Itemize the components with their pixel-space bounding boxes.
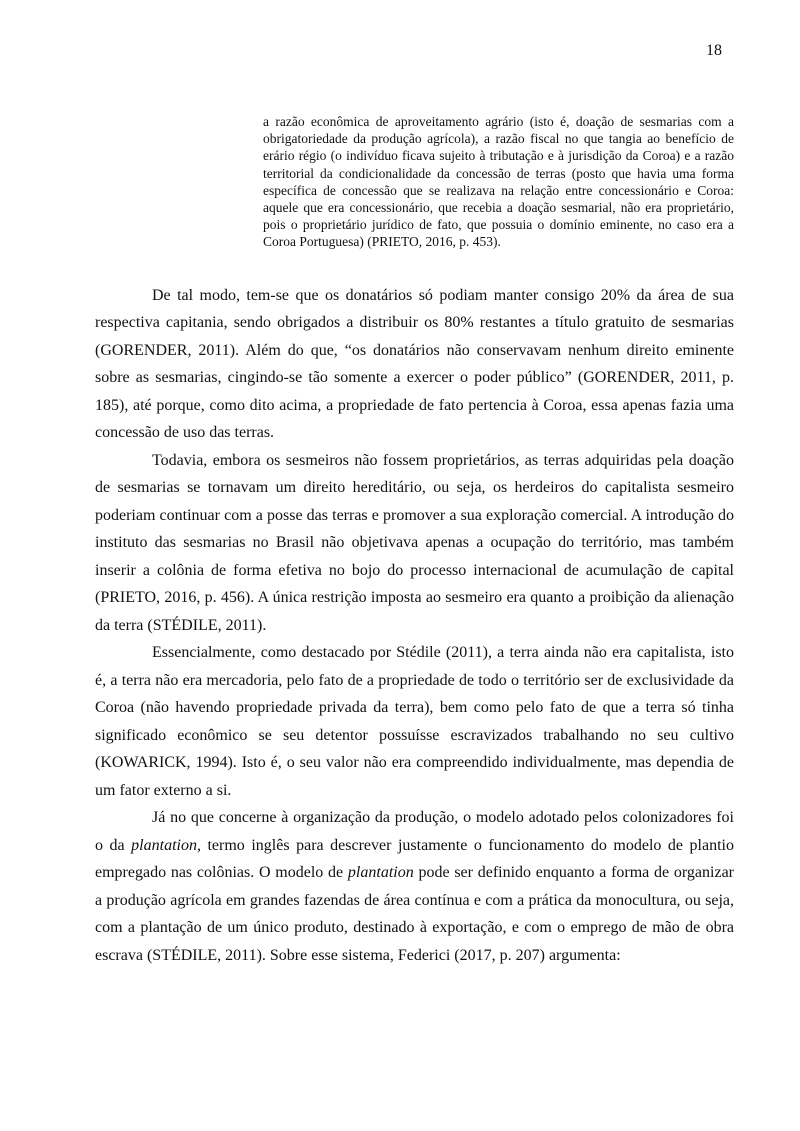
paragraph-2: Todavia, embora os sesmeiros não fossem proprietários, as terras adquiridas pela doação de sesmarias se tornavam um direito hereditário, ou seja, os herdeiros do capitalista sesmeiro poderiam continuar com a posse das terras e promover a sua exploração comercial. A introdução do instituto das sesmarias no Brasil não objetivava apenas a ocupação do território, mas também inserir a colônia de forma efetiva no bojo do processo internacional de acumulação de capital (PRIETO, 2016, p. 456). A única restrição imposta ao sesmeiro era quanto a proibição da alienação da terra (STÉDILE, 2011).	[95, 451, 734, 634]
paragraph-4-text: Já no que concerne à organização da produção, o modelo adotado pelos colonizadores foi o da	[95, 809, 734, 854]
paragraph-3: Essencialmente, como destacado por Stédile (2011), a terra ainda não era capitalista, isto é, a terra não era mercadoria, pelo fato de a propriedade de todo o território ser de exclusividade da Coroa (não havendo propriedade privada da terra), bem como pelo fato de que a terra só tinha significado econômico se seu detentor possuísse escravizados trabalhando no seu cultivo (KOWARICK, 1994). Isto é, o seu valor não era compreendido individualmente, mas dependia de um fator externo a si.	[95, 644, 734, 799]
paragraph-4	[95, 804, 734, 969]
paragraph-4-text: pode ser definido enquanto a forma de organizar a produção agrícola em grandes fazendas de área contínua e com a prática da monocultura, ou seja, com a plantação de um único produto, destinado à exportação, e com o emprego de mão de obra escrava (STÉDILE, 2011). Sobre esse sistema, Federici (2017, p. 207) argumenta:	[95, 864, 735, 964]
italic-term-plantation: plantation,	[131, 836, 201, 854]
paragraph-4-text: termo inglês para descrever justamente o funcionamento do modelo de plantio empregado nas colônias. O modelo de	[95, 836, 734, 882]
block-quote: a razão econômica de aproveitamento agrário (isto é, doação de sesmarias com a obrigatoriedade da produção agrícola), a razão fiscal no que tangia ao benefício de erário régio (o indivíduo ficava sujeito à tributação e à jurisdição da Coroa) e a razão territorial da condicionalidade da concessão de terras (posto que havia uma forma específica de concessão que se realizava na relação entre concessionário e Coroa: aquele que era concessionário, que recebia a doação sesmarial, não era proprietário, pois o proprietário jurídico de fato, que possuia o domínio eminente, no caso era a Coroa Portuguesa) (PRIETO, 2016, p. 453).	[263, 114, 734, 250]
page-content	[95, 113, 734, 969]
page-number: 18	[706, 42, 722, 59]
italic-term-plantation: plantation	[347, 864, 414, 882]
paragraph-1: De tal modo, tem-se que os donatários só podiam manter consigo 20% da área de sua respectiva capitania, sendo obrigados a distribuir os 80% restantes a título gratuito de sesmarias (GORENDER, 2011). Além do que, “os donatários não conservavam nenhum direito eminente sobre as sesmarias, cingindo-se tão somente a exercer o poder público” (GORENDER, 2011, p. 185), até porque, como dito acima, a propriedade de fato pertencia à Coroa, essa apenas fazia uma concessão de uso das terras.	[95, 286, 734, 442]
